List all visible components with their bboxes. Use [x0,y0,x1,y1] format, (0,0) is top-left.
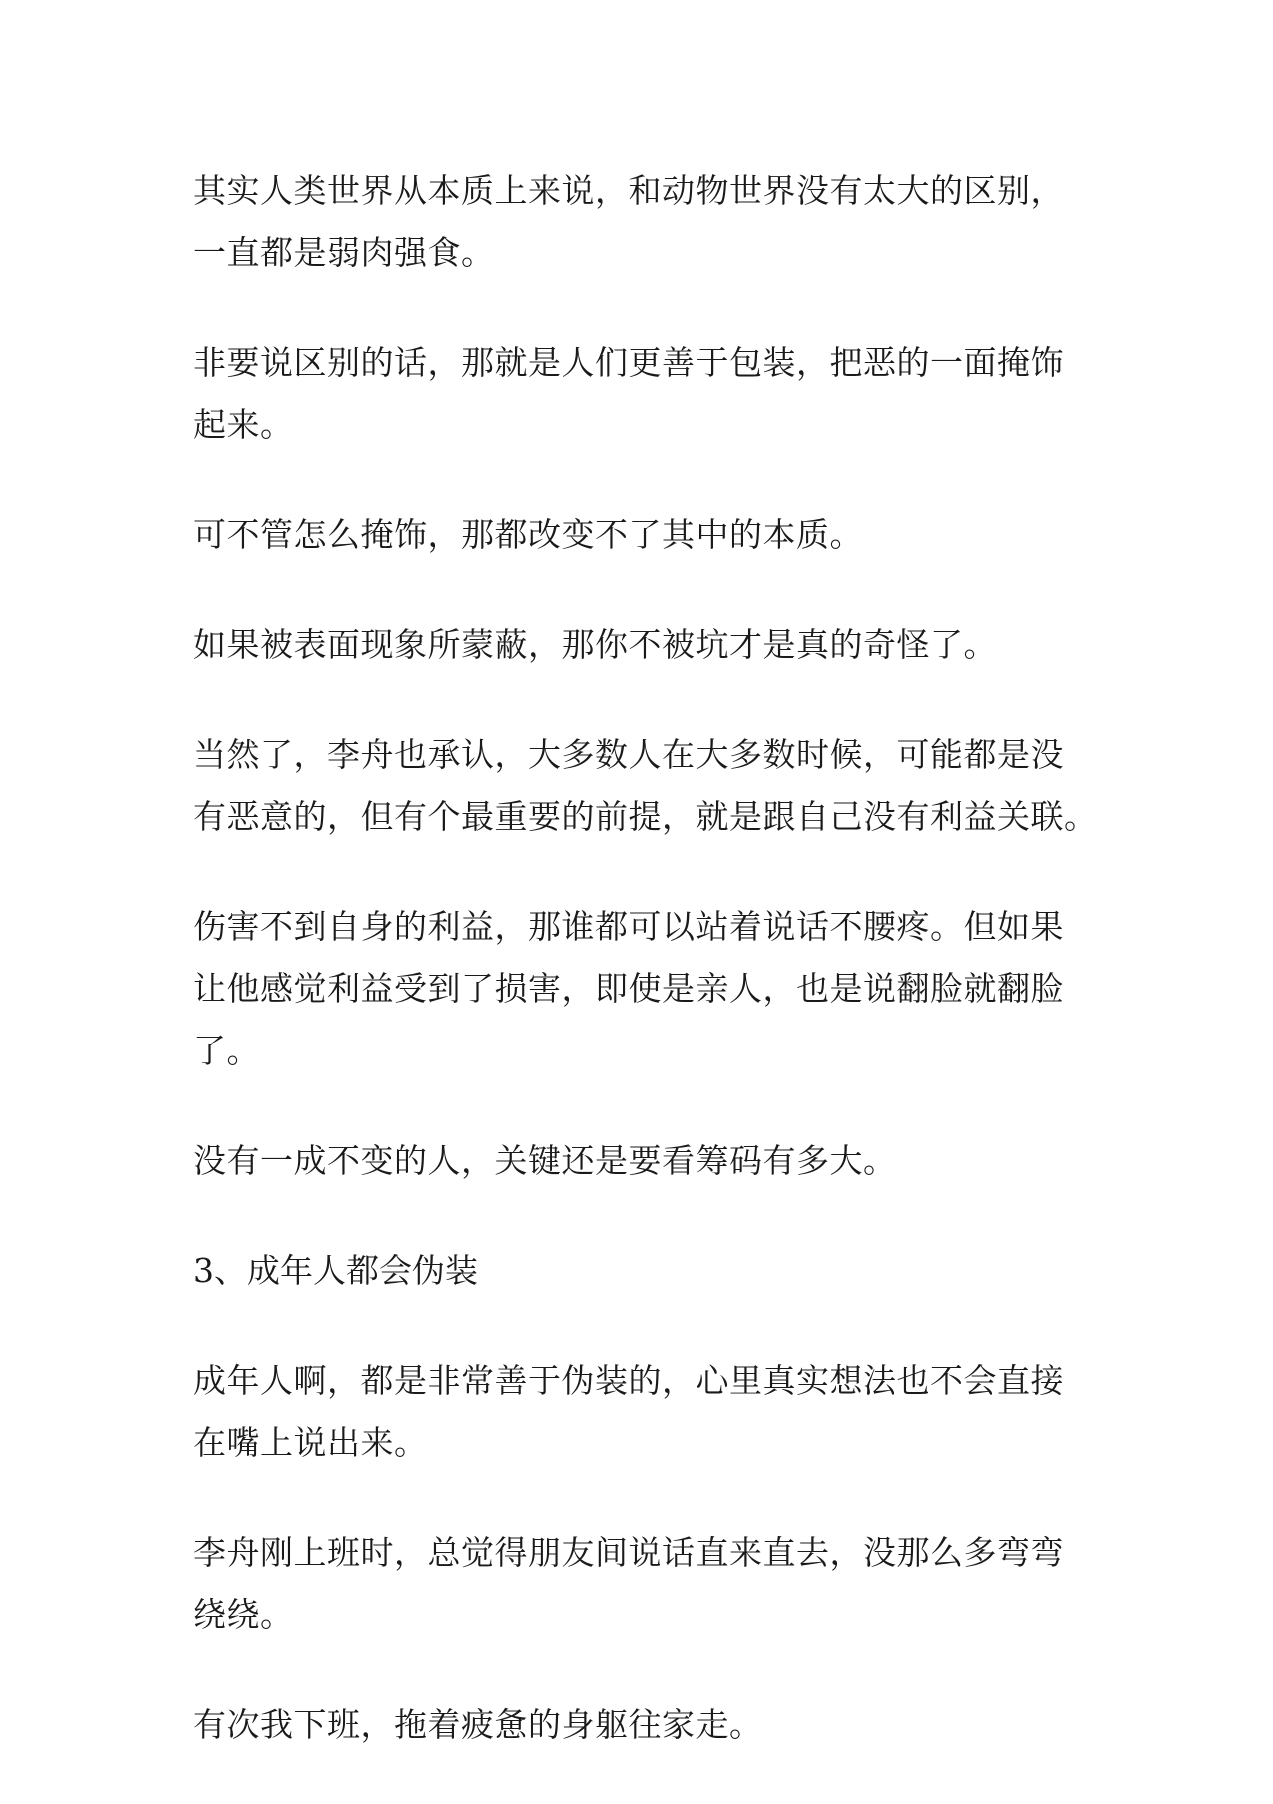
text-line: 伤害不到自身的利益，那谁都可以站着说话不腰疼。但如果 [193,907,1064,946]
paragraph-10 [193,1694,1093,1756]
paragraph-2 [193,332,1093,456]
text-line: 没有一成不变的人，关键还是要看筹码有多大。 [193,1141,897,1180]
paragraph-4 [193,614,1093,676]
text-line: 了。 [193,1031,260,1070]
text-line: 可不管怎么掩饰，那都改变不了其中的本质。 [193,515,863,554]
text-line: 当然了，李舟也承认，大多数人在大多数时候，可能都是没 [193,735,1064,774]
text-line: 其实人类世界从本质上来说，和动物世界没有太大的区别， [193,171,1064,210]
text-line: 让他感觉利益受到了损害，即使是亲人，也是说翻脸就翻脸 [193,969,1064,1008]
paragraph-7 [193,1130,1093,1192]
text-line: 有恶意的，但有个最重要的前提，就是跟自己没有利益关联。 [193,797,1098,836]
paragraph-5 [193,724,1098,848]
text-line: 绕绕。 [193,1595,294,1634]
paragraph-6 [193,896,1093,1082]
document-body [193,160,1098,1804]
text-line: 如果被表面现象所蒙蔽，那你不被坑才是真的奇怪了。 [193,625,997,664]
paragraph-8 [193,1350,1093,1474]
paragraph-1 [193,160,1093,284]
text-line: 在嘴上说出来。 [193,1423,428,1462]
text-line: 起来。 [193,405,294,444]
paragraph-9 [193,1522,1093,1646]
paragraph-3 [193,504,1093,566]
text-line: 成年人啊，都是非常善于伪装的，心里真实想法也不会直接 [193,1361,1064,1400]
text-line: 有次我下班，拖着疲惫的身躯往家走。 [193,1705,763,1744]
text-line: 非要说区别的话，那就是人们更善于包装，把恶的一面掩饰 [193,343,1064,382]
section-heading: 3、成年人都会伪装 [193,1251,478,1290]
text-line: 一直都是弱肉强食。 [193,233,495,272]
text-line: 李舟刚上班时，总觉得朋友间说话直来直去，没那么多弯弯 [193,1533,1064,1572]
